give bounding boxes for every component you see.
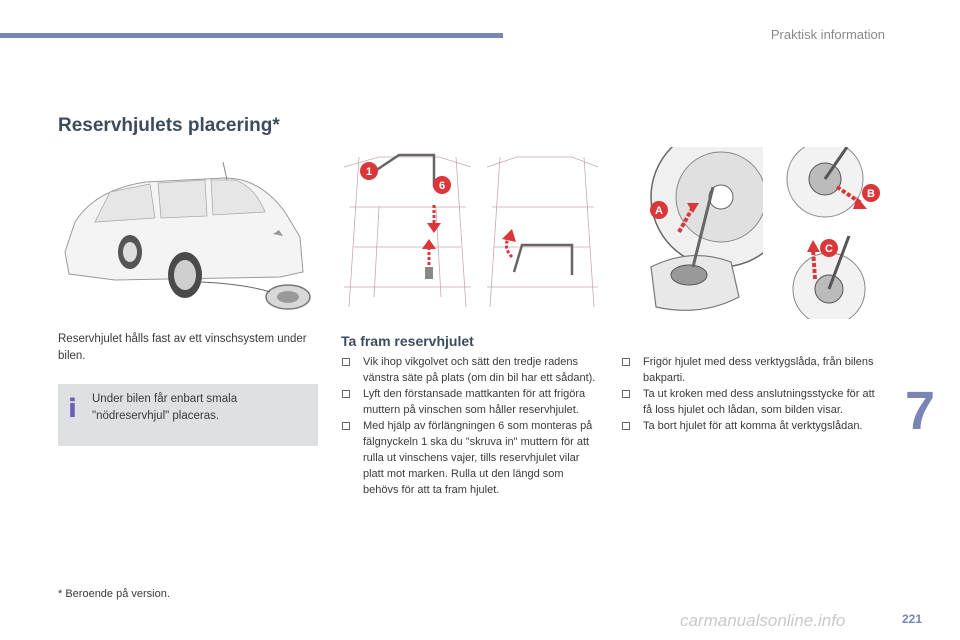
steps-list-left <box>340 354 602 498</box>
watermark: carmanualsonline.info <box>680 611 846 630</box>
checkbox-icon <box>622 422 630 430</box>
checkbox-icon <box>622 358 630 366</box>
step-text: Ta bort hjulet för att komma åt verktygslådan. <box>643 420 863 432</box>
subheading: Ta fram reservhjulet <box>341 333 474 349</box>
step-text: Vik ihop vikgolvet och sätt den tredje radens vänstra säte på plats (om din bil har ett sådant). <box>363 356 596 384</box>
checkbox-icon <box>622 390 630 398</box>
car-spare-wheel-illustration <box>55 152 320 314</box>
winch-hook-illustration-c <box>765 234 886 319</box>
list-item <box>620 418 882 434</box>
step-text: Lyft den förstansade mattkanten för att frigöra muttern på vinschen som håller reservhjulet. <box>363 388 586 416</box>
steps-list-right <box>620 354 882 434</box>
step-text: Med hjälp av förlängningen 6 som monteras på fälgnyckeln 1 ska du "skruva in" muttern för att rulla ut vinschens vajer, tills reservhjulet vilar platt mot marken. Rulla ut den längd som behövs för att ta fram hjulet. <box>363 420 593 496</box>
footnote: * Beroende på version. <box>58 588 170 600</box>
callout-label-1: 1 <box>365 166 373 178</box>
winch-hook-illustration-b <box>765 147 886 230</box>
checkbox-icon <box>342 422 350 430</box>
info-text: Under bilen får enbart smala "nödreservhjul" placeras. <box>92 393 238 422</box>
cargo-floor-illustration-1 <box>339 147 476 319</box>
page-number: 221 <box>901 612 922 626</box>
callout-label-b: B <box>867 188 875 200</box>
page-title: Reservhjulets placering* <box>58 115 280 136</box>
list-item <box>620 386 882 418</box>
callout-label-6: 6 <box>438 180 446 192</box>
info-box <box>58 384 318 446</box>
cargo-floor-illustration-2 <box>482 147 602 319</box>
list-item <box>340 386 602 418</box>
list-item <box>340 418 602 498</box>
section-header: Praktisk information <box>770 27 885 42</box>
list-item <box>620 354 882 386</box>
info-icon: i <box>68 394 77 424</box>
checkbox-icon <box>342 390 350 398</box>
spare-wheel-toolbox-illustration <box>621 147 763 319</box>
callout-label-a: A <box>655 205 663 217</box>
intro-paragraph: Reservhjulet hålls fast av ett vinschsystem under bilen. <box>58 333 307 362</box>
header-accent-bar <box>0 33 503 38</box>
chapter-number: 7 <box>905 381 936 441</box>
step-text: Frigör hjulet med dess verktygslåda, från bilens bakparti. <box>643 356 874 384</box>
checkbox-icon <box>342 358 350 366</box>
step-text: Ta ut kroken med dess anslutningsstycke för att få loss hjulet och lådan, som bilden visar. <box>643 388 875 416</box>
list-item <box>340 354 602 386</box>
callout-label-c: C <box>825 243 833 255</box>
